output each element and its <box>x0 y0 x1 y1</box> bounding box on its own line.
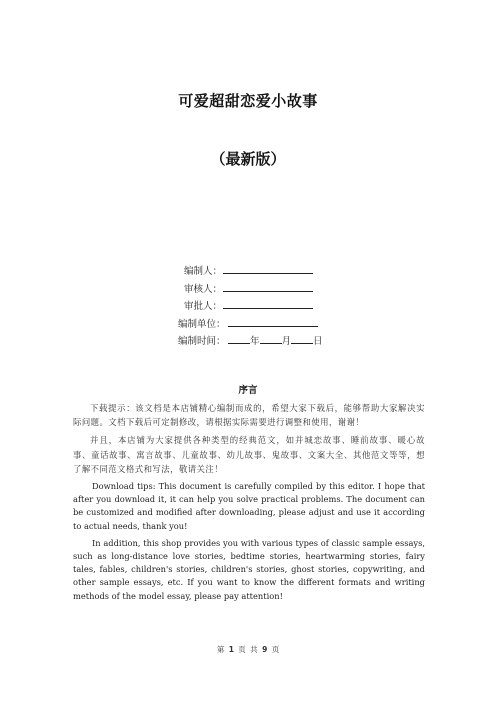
preface-paragraph-cn-2: 并且，本店铺为大家提供各种类型的经典范文，如并城恋故事、睡前故事、暖心故事、童话故事、寓言故事、儿童故事、幼儿故事、鬼故事、文案大全、其他范文等等，想了解不同范文格式和写法，敬请关注！ <box>73 435 425 474</box>
approver-blank-line <box>223 297 313 309</box>
footer-prefix: 第 <box>216 645 225 654</box>
day-label: 日 <box>313 336 323 347</box>
approver-row <box>178 297 323 315</box>
reviewer-blank-line <box>223 280 313 292</box>
year-label: 年 <box>250 336 260 347</box>
footer-middle: 页 共 <box>238 645 258 654</box>
time-row <box>178 332 323 350</box>
time-label: 编制时间： <box>178 336 226 347</box>
footer-page-number: 1 <box>228 645 234 654</box>
document-title: 可爱超甜恋爱小故事 <box>178 92 318 110</box>
footer-suffix: 页 <box>271 645 280 654</box>
preface-paragraph-cn-1: 下载提示：该文档是本店铺精心编制而成的，希望大家下载后，能够帮助大家解决实际问题。文档下载后可定制修改，请根据实际需要进行调整和使用，谢谢！ <box>73 403 425 428</box>
document-subtitle: （最新版） <box>210 150 286 168</box>
unit-blank-line <box>228 315 318 327</box>
preface-paragraph-en-1: Download tips: This document is carefully compiled by this editor. I hope that after you download it, it can help you solve practical problems. The document can be customized and modified after downloading, please adjust and use it according to actual needs, thank you! <box>73 481 425 531</box>
unit-label: 编制单位： <box>178 318 226 330</box>
day-blank-line <box>291 332 313 344</box>
month-label: 月 <box>281 336 292 347</box>
preface-body <box>73 401 425 607</box>
unit-row <box>178 315 323 333</box>
editor-row <box>178 262 323 280</box>
year-blank-line <box>228 332 250 344</box>
month-blank-line <box>260 332 282 344</box>
meta-block <box>178 262 323 350</box>
preface-paragraph-en-2: In addition, this shop provides you with various types of classic sample essays, such as long-distance love stories, bedtime stories, heartwarming stories, fairy tales, fables, children's stories, children's stories, ghost stories, copywriting, and other sample essays, etc. If you want to know the different formats and writing methods of the model essay, please pay attention! <box>73 537 425 601</box>
page-footer <box>0 644 496 655</box>
reviewer-label: 审核人： <box>183 283 222 295</box>
editor-blank-line <box>223 262 313 274</box>
approver-label: 审批人： <box>183 301 222 312</box>
preface-heading: 序言 <box>238 385 258 396</box>
reviewer-row <box>178 280 323 298</box>
footer-total-pages: 9 <box>262 645 268 654</box>
editor-label: 编制人： <box>183 266 222 277</box>
